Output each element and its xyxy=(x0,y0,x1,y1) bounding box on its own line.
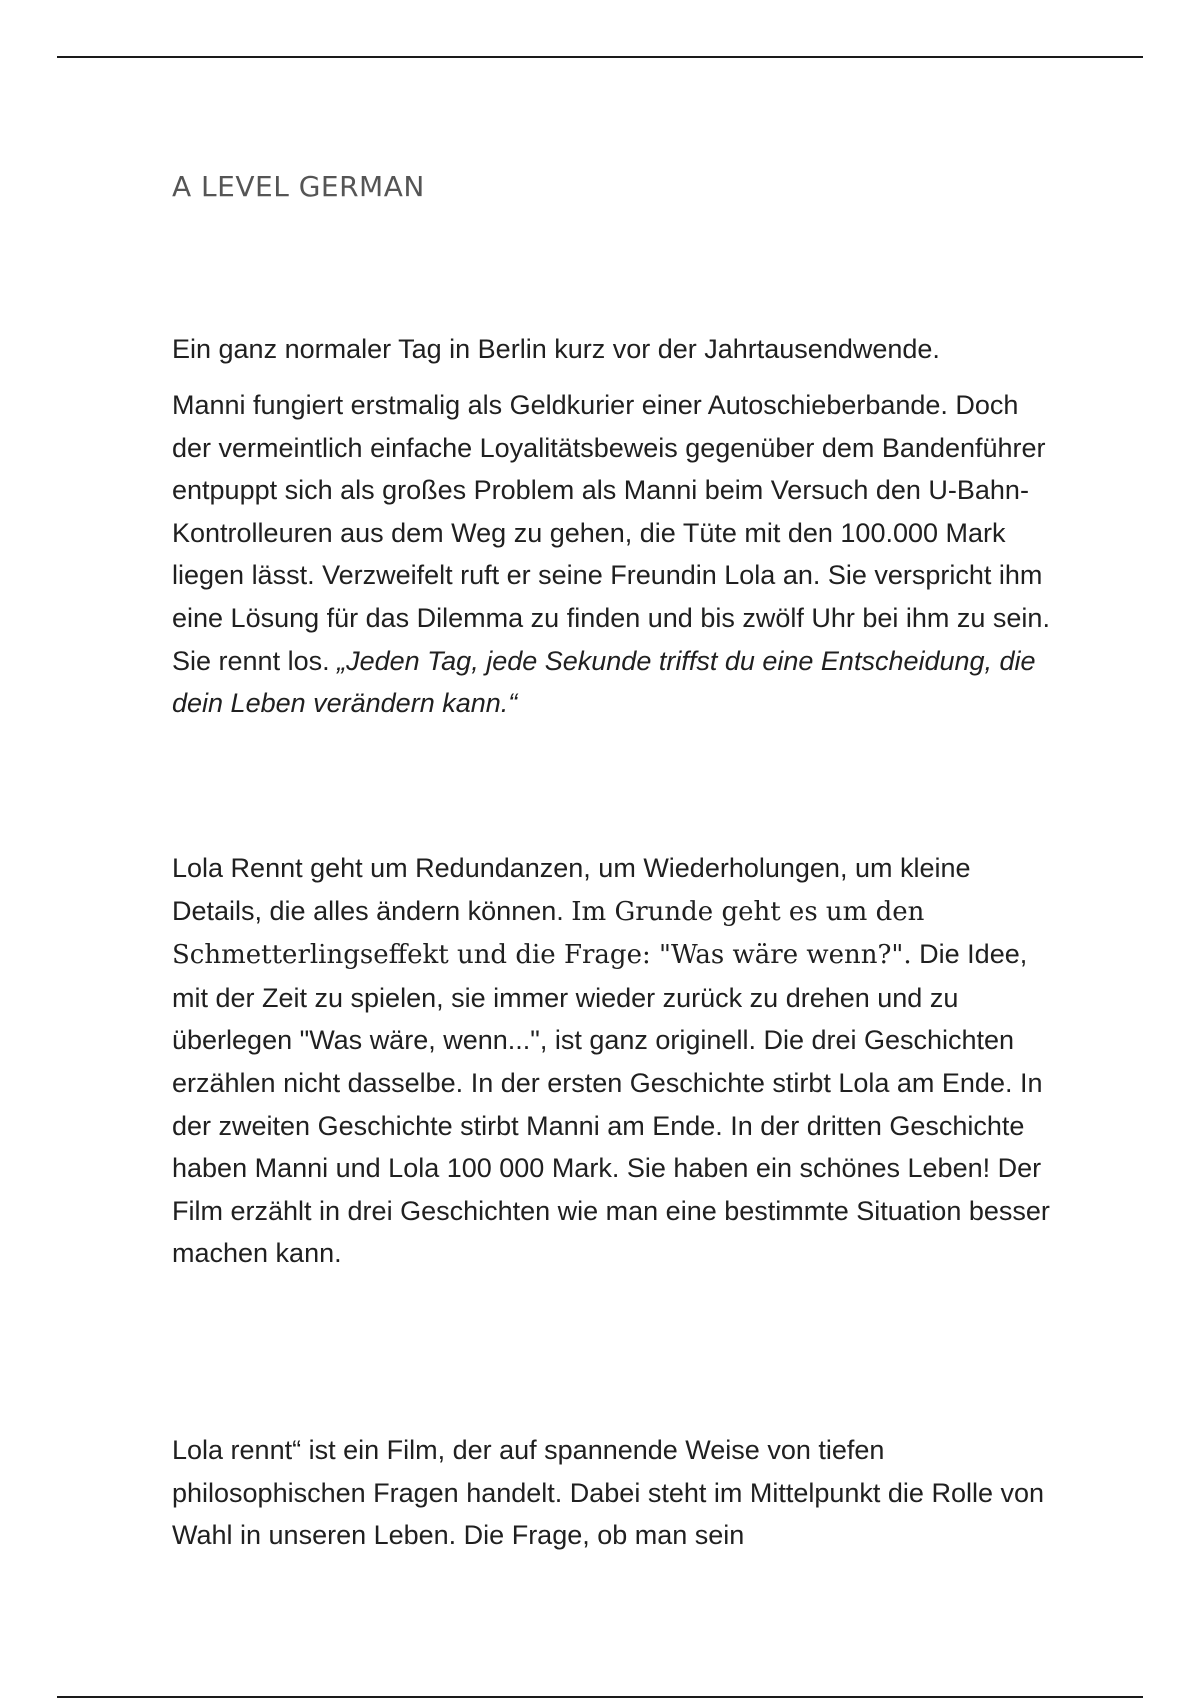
bottom-rule xyxy=(57,1696,1143,1698)
paragraph-plot xyxy=(172,384,1052,725)
paragraph-analysis xyxy=(172,847,1052,1275)
analysis-text-2: Die Idee, mit der Zeit zu spielen, sie immer wieder zurück zu drehen und zu überlegen "Was wäre, wenn...", ist ganz originell. Die drei Geschichten erzählen nicht dasselbe. In der ersten Geschichte stirbt Lola am Ende. In der zweiten Geschichte stirbt Manni am Ende. In der dritten Geschichte haben Manni und Lola 100 000 Mark. Sie haben ein schönes Leben! Der Film erzählt in drei Geschichten wie man eine bestimmte Situation besser machen kann. xyxy=(172,939,1050,1269)
document-header: A LEVEL GERMAN xyxy=(172,170,425,203)
analysis-text-1: Lola Rennt geht um Redundanzen, um Wiederholungen, um kleine Details, die alles ändern können. xyxy=(172,853,971,926)
top-rule xyxy=(57,56,1143,58)
plot-text: Manni fungiert erstmalig als Geldkurier einer Autoschieberbande. Doch der vermeintlich einfache Loyalitätsbeweis gegenüber dem Bandenführer entpuppt sich als großes Problem als Manni beim Versuch den U-Bahn-Kontrolleuren aus dem Weg zu gehen, die Tüte mit den 100.000 Mark liegen lässt. Verzweifelt ruft er seine Freundin Lola an. Sie verspricht ihm eine Lösung für das Dilemma zu finden und bis zwölf Uhr bei ihm zu sein. Sie rennt los. xyxy=(172,390,1050,676)
film-quote: „Jeden Tag, jede Sekunde triffst du eine Entscheidung, die dein Leben verändern kann.“ xyxy=(172,645,1036,719)
paragraph-intro: Ein ganz normaler Tag in Berlin kurz vor der Jahrtausendwende. xyxy=(172,334,940,364)
analysis-text-serif: Im Grunde geht es um den Schmetterlingseffekt und die Frage: "Was wäre wenn?". xyxy=(172,896,925,971)
paragraph-philosophy: Lola rennt“ ist ein Film, der auf spannende Weise von tiefen philosophischen Fragen handelt. Dabei steht im Mittelpunkt die Rolle von Wahl in unseren Leben. Die Frage, ob man sein xyxy=(172,1435,1045,1551)
